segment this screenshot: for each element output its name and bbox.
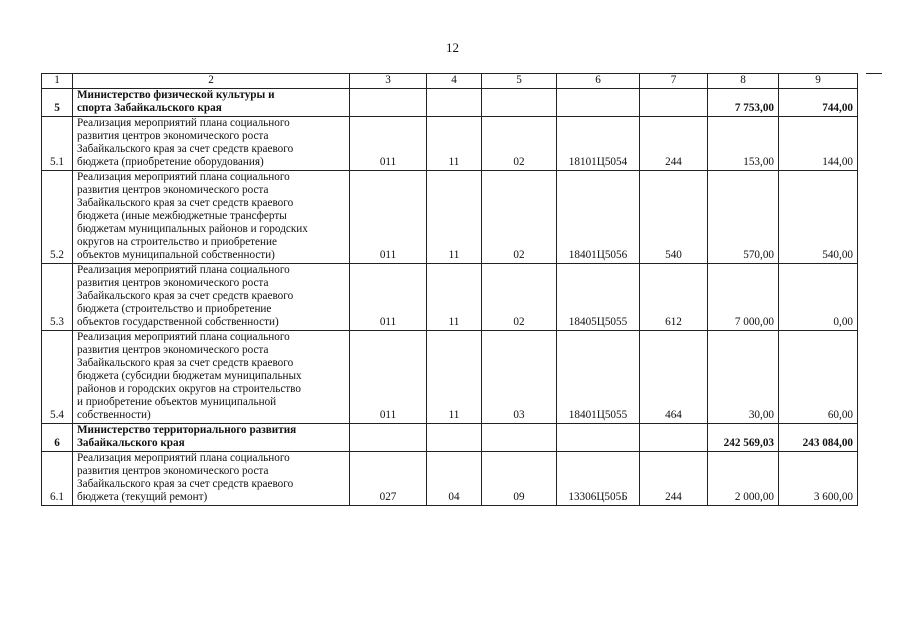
table-row xyxy=(42,117,858,171)
cell-col4: 11 xyxy=(427,264,482,331)
row-name: Реализация мероприятий плана социального развития центров экономического роста Забайкальского края за счет средств краевого бюджета (субсидии бюджетам муниципальных районов и городских округов на строительство и приобретение объектов муниципальной собственности) xyxy=(73,331,350,424)
page-number: 12 xyxy=(446,40,459,55)
cell-col4: 11 xyxy=(427,171,482,264)
cell-col7: 464 xyxy=(640,331,708,424)
cell-col6: 13306Ц505Б xyxy=(557,452,640,506)
cell-col8: 7 753,00 xyxy=(708,89,779,117)
header-cell: 8 xyxy=(708,74,779,89)
cell-col8: 570,00 xyxy=(708,171,779,264)
header-cell: 1 xyxy=(42,74,73,89)
cell-col7: 540 xyxy=(640,171,708,264)
cell-col5: 02 xyxy=(482,117,557,171)
cell-col6: 18101Ц5054 xyxy=(557,117,640,171)
cell-col6 xyxy=(557,89,640,117)
cell-col8: 2 000,00 xyxy=(708,452,779,506)
header-cell: 4 xyxy=(427,74,482,89)
cell-col3: 011 xyxy=(350,171,427,264)
row-name: Реализация мероприятий плана социального развития центров экономического роста Забайкальского края за счет средств краевого бюджета (текущий ремонт) xyxy=(73,452,350,506)
cell-col4: 11 xyxy=(427,331,482,424)
cell-col8: 153,00 xyxy=(708,117,779,171)
row-name: Министерство физической культуры и спорта Забайкальского края xyxy=(73,89,350,117)
row-number: 5 xyxy=(42,89,73,117)
header-cell: 7 xyxy=(640,74,708,89)
cell-col5: 03 xyxy=(482,331,557,424)
cell-col8: 7 000,00 xyxy=(708,264,779,331)
cell-col8: 30,00 xyxy=(708,331,779,424)
cell-col6 xyxy=(557,424,640,452)
table-row-ministry xyxy=(42,89,858,117)
cell-col3: 027 xyxy=(350,452,427,506)
cell-col9: 744,00 xyxy=(779,89,858,117)
header-cell: 9 xyxy=(779,74,858,89)
row-number: 6.1 xyxy=(42,452,73,506)
table-row xyxy=(42,331,858,424)
row-number: 5.3 xyxy=(42,264,73,331)
cell-col4: 04 xyxy=(427,452,482,506)
cell-col9: 60,00 xyxy=(779,331,858,424)
cell-col4 xyxy=(427,89,482,117)
header-cell: 3 xyxy=(350,74,427,89)
row-number: 6 xyxy=(42,424,73,452)
table-row xyxy=(42,452,858,506)
table-rule-extension xyxy=(866,73,882,74)
cell-col6: 18401Ц5056 xyxy=(557,171,640,264)
row-number: 5.2 xyxy=(42,171,73,264)
cell-col7 xyxy=(640,424,708,452)
cell-col6: 18405Ц5055 xyxy=(557,264,640,331)
row-number: 5.4 xyxy=(42,331,73,424)
cell-col9: 144,00 xyxy=(779,117,858,171)
cell-col5: 09 xyxy=(482,452,557,506)
table-row-ministry xyxy=(42,424,858,452)
cell-col9: 0,00 xyxy=(779,264,858,331)
row-number: 5.1 xyxy=(42,117,73,171)
cell-col3: 011 xyxy=(350,331,427,424)
cell-col4 xyxy=(427,424,482,452)
cell-col5: 02 xyxy=(482,171,557,264)
table-row xyxy=(42,171,858,264)
table-row xyxy=(42,264,858,331)
cell-col5 xyxy=(482,424,557,452)
cell-col7: 612 xyxy=(640,264,708,331)
header-cell: 6 xyxy=(557,74,640,89)
header-cell: 2 xyxy=(73,74,350,89)
cell-col5 xyxy=(482,89,557,117)
cell-col9: 3 600,00 xyxy=(779,452,858,506)
cell-col8: 242 569,03 xyxy=(708,424,779,452)
cell-col3: 011 xyxy=(350,117,427,171)
cell-col9: 540,00 xyxy=(779,171,858,264)
row-name: Министерство территориального развития Забайкальского края xyxy=(73,424,350,452)
cell-col7: 244 xyxy=(640,117,708,171)
cell-col7: 244 xyxy=(640,452,708,506)
budget-table xyxy=(41,73,858,506)
cell-col9: 243 084,00 xyxy=(779,424,858,452)
cell-col6: 18401Ц5055 xyxy=(557,331,640,424)
cell-col3: 011 xyxy=(350,264,427,331)
cell-col7 xyxy=(640,89,708,117)
cell-col4: 11 xyxy=(427,117,482,171)
table-header-row xyxy=(42,74,858,89)
cell-col3 xyxy=(350,424,427,452)
row-name: Реализация мероприятий плана социального развития центров экономического роста Забайкальского края за счет средств краевого бюджета (строительство и приобретение объектов государственной собственности) xyxy=(73,264,350,331)
row-name: Реализация мероприятий плана социального развития центров экономического роста Забайкальского края за счет средств краевого бюджета (иные межбюджетные трансферты бюджетам муниципальных районов и городских округов на строительство и приобретение объектов муниципальной собственности) xyxy=(73,171,350,264)
header-cell: 5 xyxy=(482,74,557,89)
row-name: Реализация мероприятий плана социального развития центров экономического роста Забайкальского края за счет средств краевого бюджета (приобретение оборудования) xyxy=(73,117,350,171)
cell-col3 xyxy=(350,89,427,117)
cell-col5: 02 xyxy=(482,264,557,331)
